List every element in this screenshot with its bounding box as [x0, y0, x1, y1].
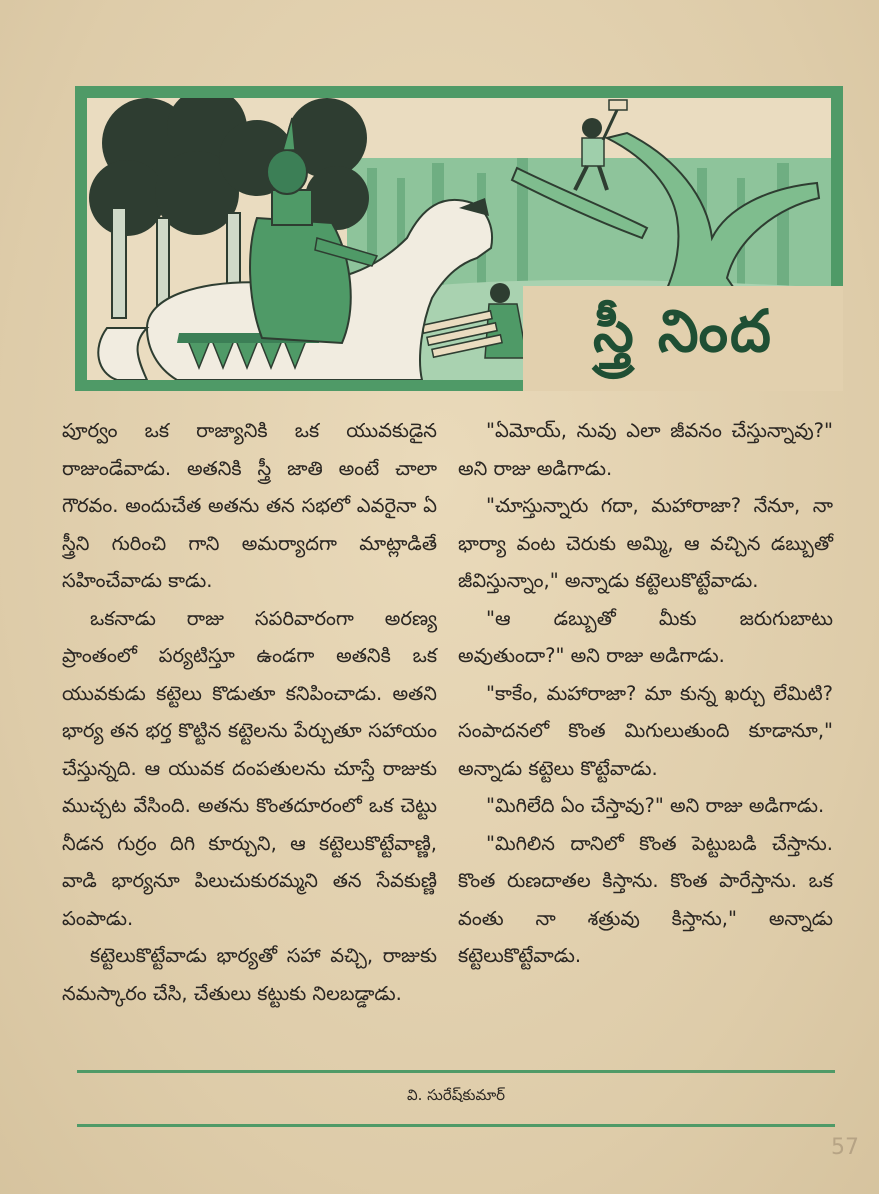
left-column — [62, 412, 437, 1012]
page-number: 57 — [831, 1135, 859, 1160]
paragraph: "చూస్తున్నారు గదా, మహారాజా? నేనూ, నా భార్యా వంట చెరుకు అమ్మి, ఆ వచ్చిన డబ్బుతో జీవిస్తున్నాం," అన్నాడు కట్టెలుకొట్టేవాడు. — [458, 494, 833, 592]
divider-bottom — [77, 1124, 835, 1127]
right-column — [458, 412, 833, 975]
paragraph: "ఆ డబ్బుతో మీకు జరుగుబాటు అవుతుందా?" అని రాజు అడిగాడు. — [458, 606, 833, 667]
paragraph: "ఏమోయ్, నువు ఎలా జీవనం చేస్తున్నావు?" అని రాజు అడిగాడు. — [458, 419, 833, 480]
paragraph: "మిగిలిన దానిలో కొంత పెట్టుబడి చేస్తాను. కొంత రుణదాతల కిస్తాను. కొంత పారేస్తాను. ఒక వంతు నా శత్రువు కిస్తాను," అన్నాడు కట్టెలుకొట్టేవాడు. — [458, 831, 833, 967]
title-panel — [523, 286, 843, 391]
story-title: స్త్రీ నింద — [593, 297, 773, 365]
paragraph: ఒకనాడు రాజు సపరివారంగా అరణ్య ప్రాంతంలో పర్యటిస్తూ ఉండగా అతనికి ఒక యువకుడు కట్టెలు కొడుతూ కనిపించాడు. అతని భార్య తన భర్త కొట్టిన కట్టెలను పేర్చుతూ సహాయం చేస్తున్నది. ఆ యువక దంపతులను చూస్తే రాజుకు ముచ్చట వేసింది. అతను కొంతదూరంలో ఒక చెట్టు నీడన గుర్రం దిగి కూర్చుని, ఆ కట్టెలుకొట్టేవాణ్ణి, వాడి భార్యనూ పిలుచుకురమ్మని తన సేవకుణ్ణి పంపాడు. — [62, 606, 437, 930]
divider-top — [77, 1070, 835, 1073]
paragraph: "కాకేం, మహారాజా? మా కున్న ఖర్చు లేమిటి? సంపాదనలో కొంత మిగులుతుంది కూడానూ," అన్నాడు కట్టెలు కొట్టేవాడు. — [458, 681, 833, 780]
author-credit: వి. సురేష్‌కుమార్ — [406, 1086, 506, 1104]
story-banner — [75, 86, 843, 391]
paragraph: పూర్వం ఒక రాజ్యానికి ఒక యువకుడైన రాజుండేవాడు. అతనికి స్త్రీ జాతి అంటే చాలా గౌరవం. అందుచేత అతను తన సభలో ఎవరైనా ఏ స్త్రీని గురించి గాని అమర్యాదగా మాట్లాడితే సహించేవాడు కాడు. — [62, 419, 437, 592]
paragraph: "మిగిలేది ఏం చేస్తావు?" అని రాజు అడిగాడు. — [486, 794, 825, 817]
paragraph: కట్టెలుకొట్టేవాడు భార్యతో సహా వచ్చి, రాజుకు నమస్కారం చేసి, చేతులు కట్టుకు నిలబడ్డాడు. — [62, 944, 437, 1005]
